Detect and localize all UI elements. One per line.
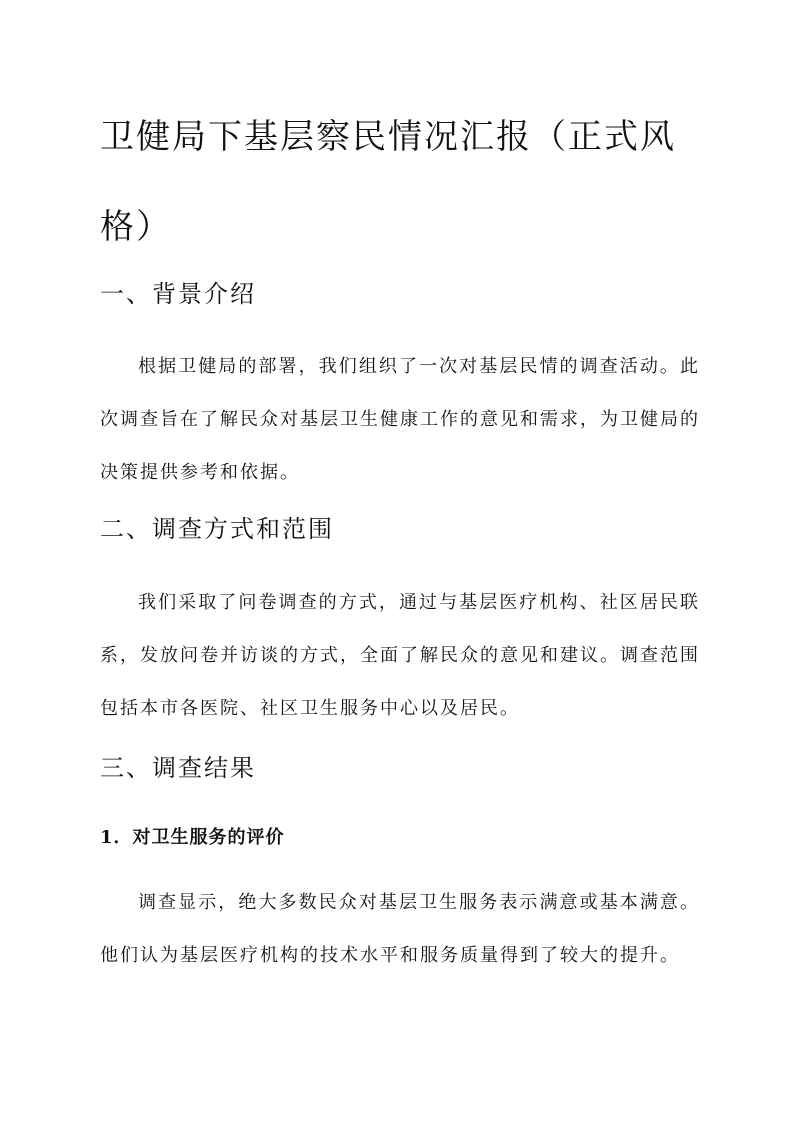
section-heading-results: 三、调查结果 — [100, 754, 256, 782]
subsection-heading-evaluation: 1．对卫生服务的评价 — [100, 827, 285, 848]
section-heading-method: 二、调查方式和范围 — [100, 515, 334, 543]
section-paragraph-method: 我们采取了问卷调查的方式，通过与基层医疗机构、社区居民联系，发放问卷并访谈的方式，全面了解民众的意见和建议。调查范围包括本市各医院、社区卫生服务中心以及居民。 — [100, 592, 700, 719]
document-title: 卫健局下基层察民情况汇报（正式风格） — [100, 117, 676, 247]
section-paragraph-background: 根据卫健局的部署，我们组织了一次对基层民情的调查活动。此次调查旨在了解民众对基层卫生健康工作的意见和需求，为卫健局的决策提供参考和依据。 — [100, 356, 700, 483]
section-heading-background: 一、背景介绍 — [100, 280, 256, 308]
subsection-paragraph-evaluation: 调查显示，绝大多数民众对基层卫生服务表示满意或基本满意。他们认为基层医疗机构的技术水平和服务质量得到了较大的提升。 — [100, 892, 700, 966]
